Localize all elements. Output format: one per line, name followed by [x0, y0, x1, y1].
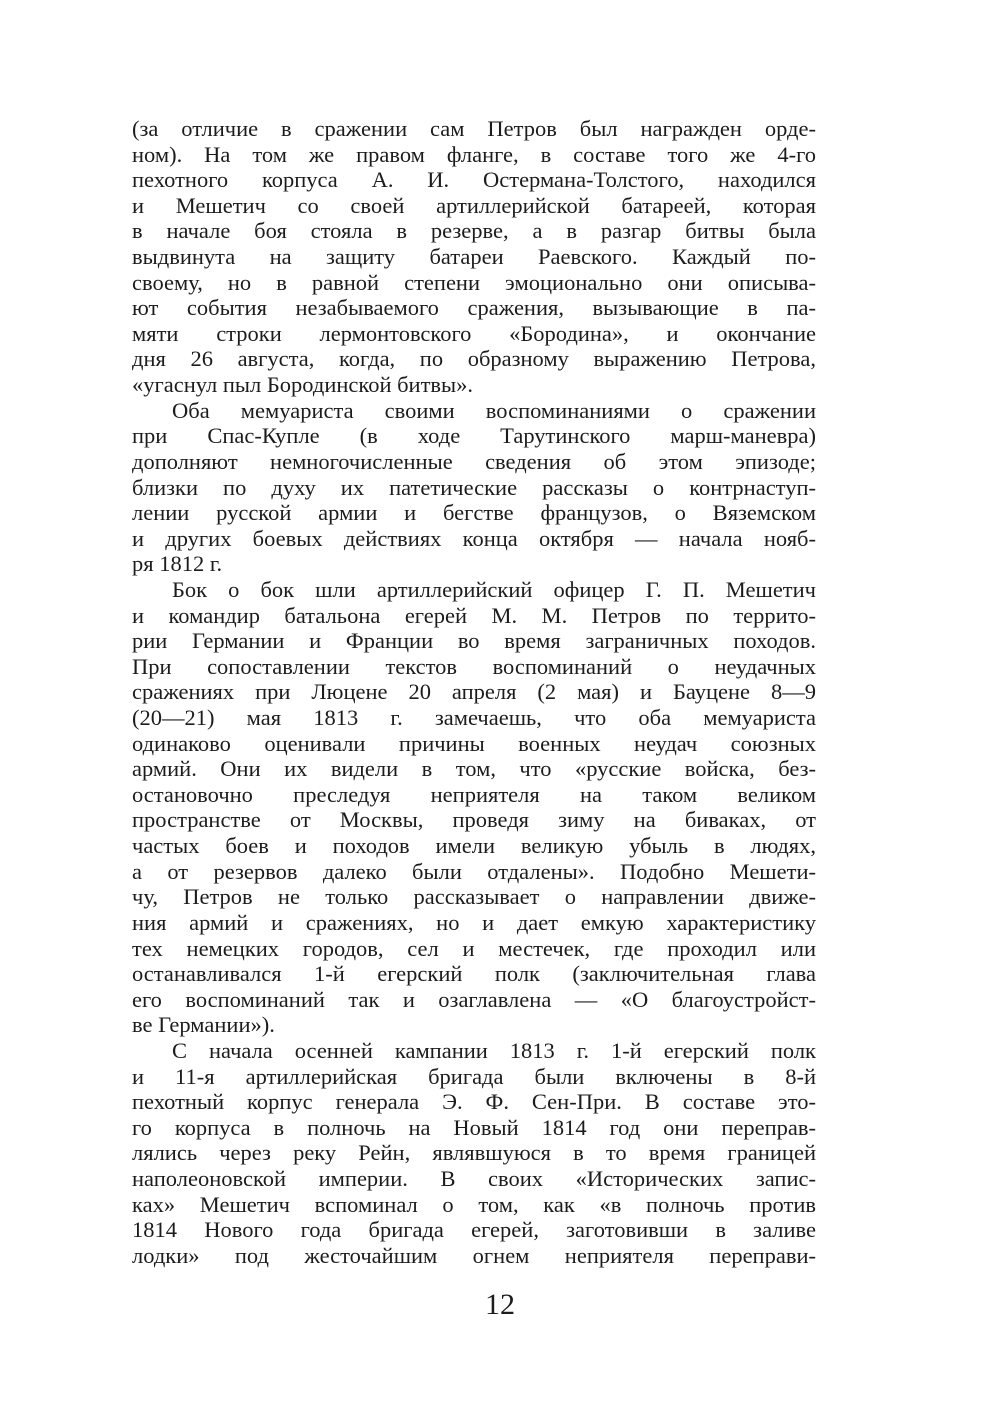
- text-line: лодки» под жесточайшим огнем неприятеля переправи-: [132, 1242, 816, 1268]
- text-line: выдвинута на защиту батареи Раевского. Каждый по-: [132, 244, 816, 270]
- text-line: (за отличие в сражении сам Петров был награжден орде-: [132, 116, 816, 141]
- text-line: и командир батальона егерей М. М. Петров по террито-: [132, 602, 816, 628]
- page-number: 12: [485, 1288, 515, 1321]
- text-line: го корпуса в полночь на Новый 1814 год они переправ-: [132, 1114, 816, 1140]
- text-line: ном). На том же правом фланге, в составе того же 4-го: [132, 141, 816, 167]
- text-line: а от резервов далеко были отдалены». Подобно Мешети-: [132, 858, 816, 884]
- text-line: «угаснул пыл Бородинской битвы».: [132, 372, 474, 398]
- text-line: близки по духу их патетические рассказы о контрнаступ-: [132, 474, 816, 500]
- text-line: лялись через реку Рейн, являвшуюся в то время границей: [132, 1140, 816, 1166]
- text-line: ве Германии»).: [132, 1012, 275, 1038]
- text-line: одинаково оценивали причины военных неудач союзных: [132, 730, 816, 756]
- text-line: наполеоновской империи. В своих «Исторических запис-: [132, 1165, 816, 1191]
- paragraph: [132, 398, 816, 577]
- text-line: тех немецких городов, сел и местечек, где проходил или: [132, 935, 816, 961]
- text-line: и 11-я артиллерийская бригада были включены в 8-й: [132, 1063, 816, 1089]
- text-line: чу, Петров не только рассказывает о направлении движе-: [132, 884, 816, 910]
- text-line: остановочно преследуя неприятеля на таком великом: [132, 781, 816, 807]
- text-line: останавливался 1-й егерский полк (заключительная глава: [132, 961, 816, 987]
- text-line: дополняют немногочисленные сведения об этом эпизоде;: [132, 448, 816, 474]
- text-line: своему, но в равной степени эмоционально они описыва-: [132, 269, 816, 295]
- paragraph: [132, 116, 816, 398]
- text-line: ют события незабываемого сражения, вызывающие в па-: [132, 295, 816, 321]
- text-line: при Спас-Купле (в ходе Тарутинского марш-маневра): [132, 423, 816, 449]
- text-line: пехотного корпуса А. И. Остермана-Толстого, находился: [132, 167, 816, 193]
- text-line: С начала осенней кампании 1813 г. 1-й егерский полк: [172, 1037, 816, 1063]
- text-line: частых боев и походов имели великую убыль в людях,: [132, 833, 816, 859]
- text-line: При сопоставлении текстов воспоминаний о неудачных: [132, 653, 816, 679]
- text-line: (20—21) мая 1813 г. замечаешь, что оба мемуариста: [132, 705, 816, 731]
- text-line: и других боевых действиях конца октября — начала нояб-: [132, 525, 816, 551]
- text-line: ря 1812 г.: [132, 551, 223, 577]
- text-line: ках» Мешетич вспоминал о том, как «в полночь против: [132, 1191, 816, 1217]
- text-line: ния армий и сражениях, но и дает емкую характеристику: [132, 909, 816, 935]
- text-line: сражениях при Люцене 20 апреля (2 мая) и Бауцене 8—9: [132, 679, 816, 705]
- text-line: в начале боя стояла в резерве, а в разгар битвы была: [132, 218, 816, 244]
- text-line: рии Германии и Франции во время заграничных походов.: [132, 628, 816, 654]
- text-line: лении русской армии и бегстве французов, о Вяземском: [132, 500, 816, 526]
- text-line: дня 26 августа, когда, по образному выражению Петрова,: [132, 346, 816, 372]
- text-line: армий. Они их видели в том, что «русские войска, без-: [132, 756, 816, 782]
- text-line: Оба мемуариста своими воспоминаниями о сражении: [172, 397, 816, 423]
- text-line: 1814 Нового года бригада егерей, заготовивши в заливе: [132, 1217, 816, 1243]
- page-body-text: [132, 116, 816, 1268]
- text-line: мяти строки лермонтовского «Бородина», и окончание: [132, 320, 816, 346]
- text-line: пространстве от Москвы, проведя зиму на биваках, от: [132, 807, 816, 833]
- text-line: Бок о бок шли артиллерийский офицер Г. П. Мешетич: [172, 576, 816, 602]
- paragraph: [132, 1038, 816, 1268]
- text-line: и Мешетич со своей артиллерийской батареей, которая: [132, 192, 816, 218]
- text-line: его воспоминаний так и озаглавлена — «О благоустройст-: [132, 986, 816, 1012]
- paragraph: [132, 577, 816, 1038]
- text-line: пехотный корпус генерала Э. Ф. Сен-При. В составе это-: [132, 1089, 816, 1115]
